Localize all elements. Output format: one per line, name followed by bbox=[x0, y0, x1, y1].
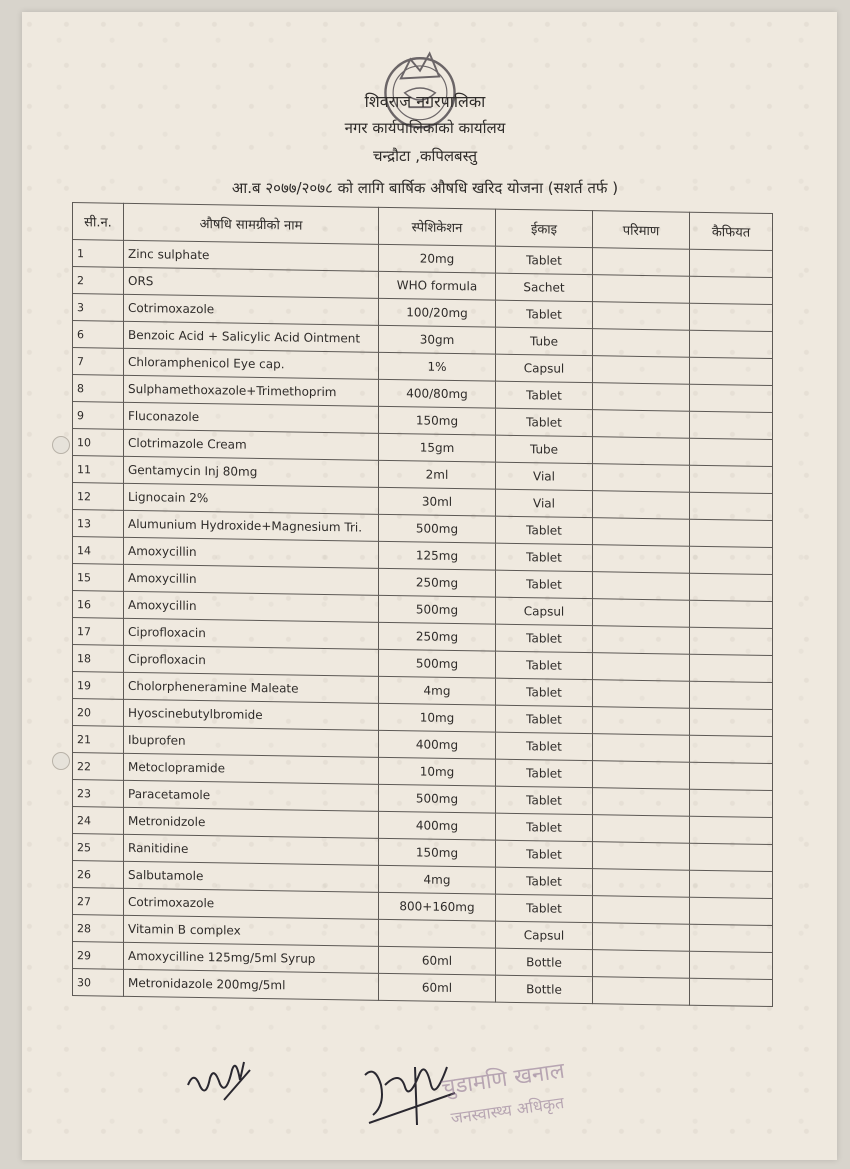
row-unit: Tablet bbox=[496, 300, 593, 329]
row-serial: 17 bbox=[73, 618, 124, 646]
row-serial: 8 bbox=[73, 375, 124, 403]
stamp-title: जनस्वास्थ्य अधिकृत bbox=[449, 1092, 566, 1128]
row-medicine-name: Ciprofloxacin bbox=[124, 618, 379, 649]
row-specification: 800+160mg bbox=[379, 892, 496, 921]
row-medicine-name: Amoxycillin bbox=[124, 564, 379, 595]
row-specification: 15gm bbox=[379, 433, 496, 462]
office-name: नगर कार्यपालिकाको कार्यालय bbox=[344, 119, 506, 137]
medicine-table bbox=[72, 202, 773, 1007]
row-quantity bbox=[593, 248, 690, 277]
row-unit: Bottle bbox=[496, 948, 593, 977]
row-medicine-name: Gentamycin Inj 80mg bbox=[124, 456, 379, 487]
row-specification: 500mg bbox=[379, 784, 496, 813]
row-quantity bbox=[593, 572, 690, 601]
row-quantity bbox=[593, 329, 690, 358]
row-serial: 12 bbox=[73, 483, 124, 511]
row-remarks bbox=[690, 384, 773, 412]
row-quantity bbox=[593, 896, 690, 925]
row-specification: 30ml bbox=[379, 487, 496, 516]
row-specification: 4mg bbox=[379, 676, 496, 705]
row-unit: Tablet bbox=[496, 516, 593, 545]
row-quantity bbox=[593, 437, 690, 466]
row-unit: Tablet bbox=[496, 651, 593, 680]
row-specification: 4mg bbox=[379, 865, 496, 894]
row-remarks bbox=[690, 897, 773, 925]
punch-hole bbox=[52, 436, 70, 454]
row-remarks bbox=[690, 600, 773, 628]
row-specification: 500mg bbox=[379, 595, 496, 624]
row-quantity bbox=[593, 545, 690, 574]
row-specification: 250mg bbox=[379, 622, 496, 651]
row-unit: Capsul bbox=[496, 921, 593, 950]
row-quantity bbox=[593, 599, 690, 628]
row-medicine-name: Metronidazole 200mg/5ml bbox=[124, 969, 379, 1000]
row-serial: 25 bbox=[73, 834, 124, 862]
row-quantity bbox=[593, 302, 690, 331]
document-title: आ.ब २०७७/२०७८ को लागि बार्षिक औषधि खरिद योजना (सशर्त तर्फ ) bbox=[231, 179, 619, 197]
row-medicine-name: ORS bbox=[124, 267, 379, 298]
row-remarks bbox=[690, 762, 773, 790]
row-remarks bbox=[690, 978, 773, 1006]
row-quantity bbox=[593, 869, 690, 898]
row-quantity bbox=[593, 275, 690, 304]
municipality-name: शिवराज नगरपालिका bbox=[364, 92, 486, 111]
row-serial: 19 bbox=[73, 672, 124, 700]
row-serial: 11 bbox=[73, 456, 124, 484]
office-address: चन्द्रौटा ,कपिलबस्तु bbox=[372, 147, 478, 165]
row-serial: 2 bbox=[73, 267, 124, 295]
col-remarks: कैफियत bbox=[690, 212, 773, 250]
row-specification: 100/20mg bbox=[379, 298, 496, 327]
row-serial: 9 bbox=[73, 402, 124, 430]
row-specification: 20mg bbox=[379, 244, 496, 273]
row-medicine-name: Clotrimazole Cream bbox=[124, 429, 379, 460]
row-remarks bbox=[690, 789, 773, 817]
row-serial: 6 bbox=[73, 321, 124, 349]
row-quantity bbox=[593, 356, 690, 385]
row-remarks bbox=[690, 519, 773, 547]
row-medicine-name: Metoclopramide bbox=[124, 753, 379, 784]
row-remarks bbox=[690, 816, 773, 844]
row-medicine-name: Amoxycillin bbox=[124, 537, 379, 568]
row-quantity bbox=[593, 518, 690, 547]
row-quantity bbox=[593, 410, 690, 439]
row-serial: 29 bbox=[73, 942, 124, 970]
row-specification: 500mg bbox=[379, 649, 496, 678]
row-remarks bbox=[690, 708, 773, 736]
row-quantity bbox=[593, 707, 690, 736]
row-quantity bbox=[593, 464, 690, 493]
row-serial: 16 bbox=[73, 591, 124, 619]
col-quantity: परिमाण bbox=[593, 211, 690, 250]
row-specification: WHO formula bbox=[379, 271, 496, 300]
row-unit: Tablet bbox=[496, 570, 593, 599]
row-specification: 60ml bbox=[379, 946, 496, 975]
row-medicine-name: Hyoscinebutylbromide bbox=[124, 699, 379, 730]
row-specification: 400mg bbox=[379, 730, 496, 759]
row-quantity bbox=[593, 680, 690, 709]
row-medicine-name: Metronidzole bbox=[124, 807, 379, 838]
row-medicine-name: Benzoic Acid + Salicylic Acid Ointment bbox=[124, 321, 379, 352]
row-serial: 21 bbox=[73, 726, 124, 754]
row-unit: Tube bbox=[496, 327, 593, 356]
row-medicine-name: Sulphamethoxazole+Trimethoprim bbox=[124, 375, 379, 406]
row-unit: Vial bbox=[496, 489, 593, 518]
row-serial: 1 bbox=[73, 240, 124, 268]
row-specification: 30gm bbox=[379, 325, 496, 354]
row-specification: 60ml bbox=[379, 973, 496, 1002]
stamp-name: चुडामणि खनाल bbox=[439, 1058, 567, 1101]
punch-hole bbox=[52, 752, 70, 770]
row-quantity bbox=[593, 950, 690, 979]
row-serial: 27 bbox=[73, 888, 124, 916]
signature-left bbox=[180, 1040, 260, 1110]
row-remarks bbox=[690, 492, 773, 520]
row-remarks bbox=[690, 843, 773, 871]
row-unit: Tablet bbox=[496, 678, 593, 707]
row-quantity bbox=[593, 653, 690, 682]
row-serial: 10 bbox=[73, 429, 124, 457]
row-quantity bbox=[593, 734, 690, 763]
row-remarks bbox=[690, 654, 773, 682]
row-unit: Tablet bbox=[496, 759, 593, 788]
row-serial: 30 bbox=[73, 969, 124, 997]
row-quantity bbox=[593, 626, 690, 655]
row-unit: Bottle bbox=[496, 975, 593, 1004]
row-unit: Tablet bbox=[496, 543, 593, 572]
col-serial: सी.न. bbox=[73, 203, 124, 241]
row-remarks bbox=[690, 735, 773, 763]
row-specification: 150mg bbox=[379, 838, 496, 867]
row-medicine-name: Ibuprofen bbox=[124, 726, 379, 757]
row-unit: Tablet bbox=[496, 867, 593, 896]
row-specification: 125mg bbox=[379, 541, 496, 570]
row-medicine-name: Cotrimoxazole bbox=[124, 294, 379, 325]
row-medicine-name: Lignocain 2% bbox=[124, 483, 379, 514]
row-quantity bbox=[593, 788, 690, 817]
row-quantity bbox=[593, 842, 690, 871]
row-specification: 10mg bbox=[379, 757, 496, 786]
row-quantity bbox=[593, 923, 690, 952]
row-remarks bbox=[690, 411, 773, 439]
row-specification: 10mg bbox=[379, 703, 496, 732]
row-specification: 2ml bbox=[379, 460, 496, 489]
row-unit: Tube bbox=[496, 435, 593, 464]
row-unit: Tablet bbox=[496, 408, 593, 437]
row-remarks bbox=[690, 627, 773, 655]
row-medicine-name: Ciprofloxacin bbox=[124, 645, 379, 676]
row-unit: Capsul bbox=[496, 354, 593, 383]
row-remarks bbox=[690, 276, 773, 304]
row-serial: 24 bbox=[73, 807, 124, 835]
row-serial: 18 bbox=[73, 645, 124, 673]
col-spec: स्पेशिकेशन bbox=[379, 207, 496, 246]
row-quantity bbox=[593, 491, 690, 520]
row-unit: Tablet bbox=[496, 246, 593, 275]
row-serial: 15 bbox=[73, 564, 124, 592]
row-unit: Capsul bbox=[496, 597, 593, 626]
row-serial: 20 bbox=[73, 699, 124, 727]
row-medicine-name: Vitamin B complex bbox=[124, 915, 379, 946]
row-medicine-name: Zinc sulphate bbox=[124, 240, 379, 271]
row-remarks bbox=[690, 546, 773, 574]
row-medicine-name: Chloramphenicol Eye cap. bbox=[124, 348, 379, 379]
row-unit: Vial bbox=[496, 462, 593, 491]
col-unit: ईकाइ bbox=[496, 209, 593, 248]
row-remarks bbox=[690, 951, 773, 979]
row-serial: 22 bbox=[73, 753, 124, 781]
row-unit: Tablet bbox=[496, 786, 593, 815]
row-remarks bbox=[690, 870, 773, 898]
row-medicine-name: Amoxycilline 125mg/5ml Syrup bbox=[124, 942, 379, 973]
row-serial: 7 bbox=[73, 348, 124, 376]
row-unit: Tablet bbox=[496, 813, 593, 842]
row-remarks bbox=[690, 573, 773, 601]
row-specification: 500mg bbox=[379, 514, 496, 543]
row-remarks bbox=[690, 681, 773, 709]
row-unit: Tablet bbox=[496, 624, 593, 653]
row-specification: 150mg bbox=[379, 406, 496, 435]
row-unit: Tablet bbox=[496, 732, 593, 761]
row-remarks bbox=[690, 330, 773, 358]
row-medicine-name: Ranitidine bbox=[124, 834, 379, 865]
row-unit: Sachet bbox=[496, 273, 593, 302]
row-quantity bbox=[593, 815, 690, 844]
col-name: औषधि सामग्रीको नाम bbox=[124, 203, 379, 244]
row-quantity bbox=[593, 977, 690, 1006]
row-specification: 400/80mg bbox=[379, 379, 496, 408]
row-medicine-name: Alumunium Hydroxide+Magnesium Tri. bbox=[124, 510, 379, 541]
row-remarks bbox=[690, 303, 773, 331]
row-remarks bbox=[690, 357, 773, 385]
row-remarks bbox=[690, 438, 773, 466]
row-medicine-name: Amoxycillin bbox=[124, 591, 379, 622]
row-specification: 400mg bbox=[379, 811, 496, 840]
row-unit: Tablet bbox=[496, 840, 593, 869]
row-quantity bbox=[593, 383, 690, 412]
row-serial: 28 bbox=[73, 915, 124, 943]
row-medicine-name: Cholorpheneramine Maleate bbox=[124, 672, 379, 703]
row-serial: 13 bbox=[73, 510, 124, 538]
row-remarks bbox=[690, 924, 773, 952]
row-quantity bbox=[593, 761, 690, 790]
row-serial: 3 bbox=[73, 294, 124, 322]
row-unit: Tablet bbox=[496, 705, 593, 734]
row-unit: Tablet bbox=[496, 381, 593, 410]
row-medicine-name: Fluconazole bbox=[124, 402, 379, 433]
row-remarks bbox=[690, 465, 773, 493]
row-specification: 250mg bbox=[379, 568, 496, 597]
row-medicine-name: Salbutamole bbox=[124, 861, 379, 892]
row-medicine-name: Paracetamole bbox=[124, 780, 379, 811]
row-unit: Tablet bbox=[496, 894, 593, 923]
row-specification bbox=[379, 919, 496, 948]
row-specification: 1% bbox=[379, 352, 496, 381]
row-medicine-name: Cotrimoxazole bbox=[124, 888, 379, 919]
row-serial: 14 bbox=[73, 537, 124, 565]
row-serial: 23 bbox=[73, 780, 124, 808]
row-remarks bbox=[690, 249, 773, 277]
row-serial: 26 bbox=[73, 861, 124, 889]
